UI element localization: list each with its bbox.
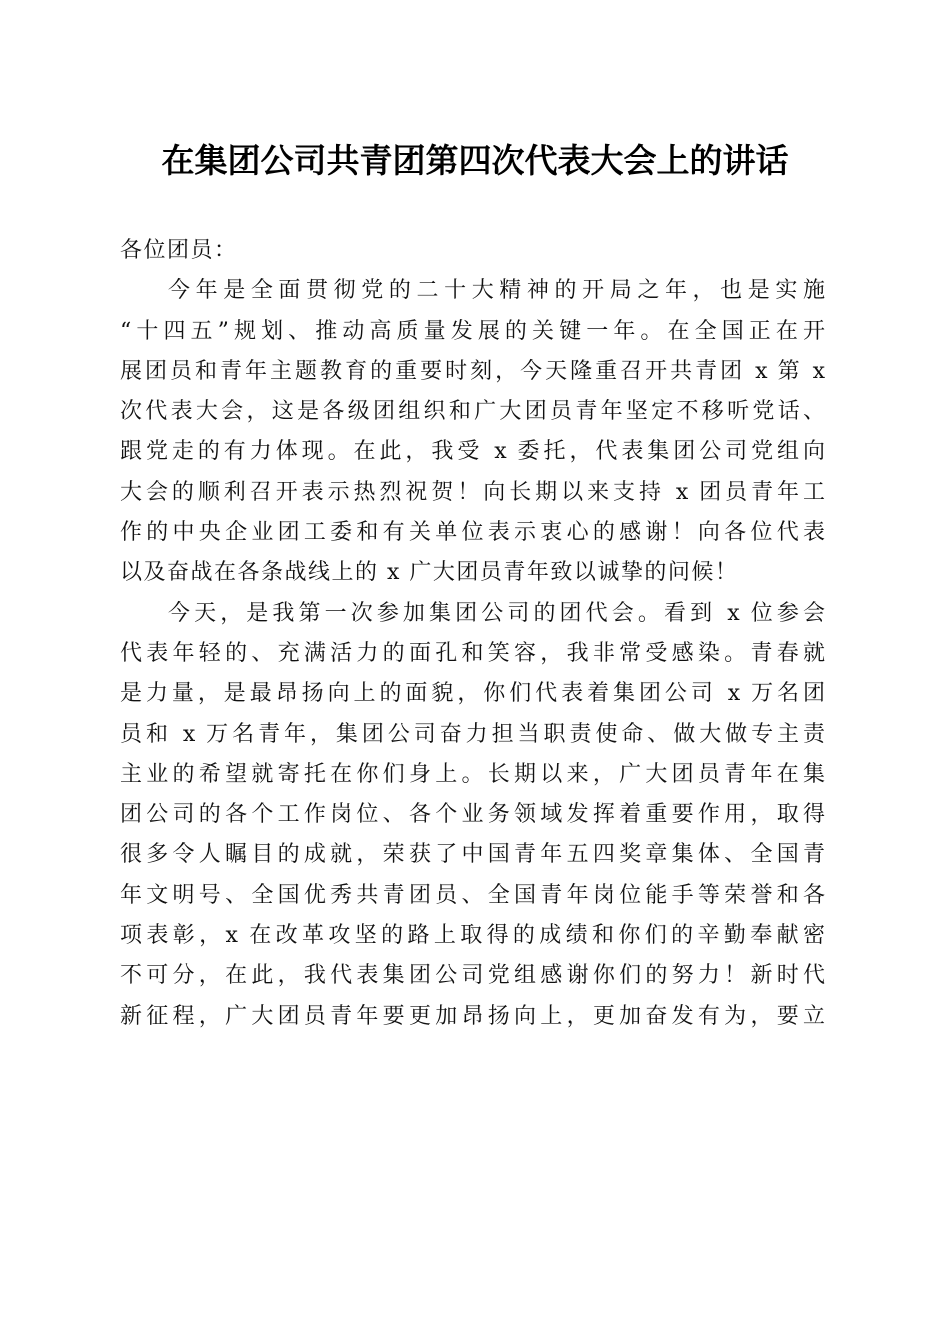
paragraph-line: 今年是全面贯彻党的二十大精神的开局之年，也是实施	[168, 278, 825, 304]
paragraph-line: 代表年轻的、充满活力的面孔和笑容，我非常受感染。青春就	[120, 640, 825, 666]
paragraph-line: 今天，是我第一次参加集团公司的团代会。看到 x 位参会	[168, 600, 825, 626]
paragraph-line-last: 以及奋战在各条战线上的 x 广大团员青年致以诚挚的问候！	[120, 560, 739, 586]
paragraph-line: 展团员和青年主题教育的重要时刻，今天隆重召开共青团 x 第 x	[120, 358, 825, 384]
paragraph-line: 员和 x 万名青年，集团公司奋力担当职责使命、做大做专主责	[120, 721, 825, 747]
paragraph-line: 团公司的各个工作岗位、各个业务领域发挥着重要作用，取得	[120, 802, 825, 828]
paragraph-line: 是力量，是最昂扬向上的面貌，你们代表着集团公司 x 万名团	[120, 681, 825, 707]
page-title: 在集团公司共青团第四次代表大会上的讲话	[161, 141, 789, 180]
paragraph-line: 不可分，在此，我代表集团公司党组感谢你们的努力！新时代	[120, 963, 825, 989]
paragraph-line: 新征程，广大团员青年要更加昂扬向上，更加奋发有为，要立	[120, 1003, 825, 1029]
paragraph-line: 项表彰，x 在改革攻坚的路上取得的成绩和你们的辛勤奉献密	[120, 923, 825, 949]
paragraph-line: 很多令人瞩目的成就，荣获了中国青年五四奖章集体、全国青	[120, 842, 825, 868]
paragraph-line: 次代表大会，这是各级团组织和广大团员青年坚定不移听党话、	[120, 399, 825, 425]
paragraph-line: 主业的希望就寄托在你们身上。长期以来，广大团员青年在集	[120, 761, 825, 787]
paragraph-line: 年文明号、全国优秀共青团员、全国青年岗位能手等荣誉和各	[120, 882, 825, 908]
speech-body	[120, 231, 825, 1037]
paragraph-line: 作的中央企业团工委和有关单位表示衷心的感谢！向各位代表	[120, 520, 825, 546]
salutation: 各位团员：	[120, 238, 238, 263]
paragraph-line: 大会的顺利召开表示热烈祝贺！向长期以来支持 x 团员青年工	[120, 479, 825, 505]
paragraph-line: “十四五”规划、推动高质量发展的关键一年。在全国正在开	[120, 318, 825, 344]
paragraph-line: 跟党走的有力体现。在此，我受 x 委托，代表集团公司党组向	[120, 439, 825, 465]
